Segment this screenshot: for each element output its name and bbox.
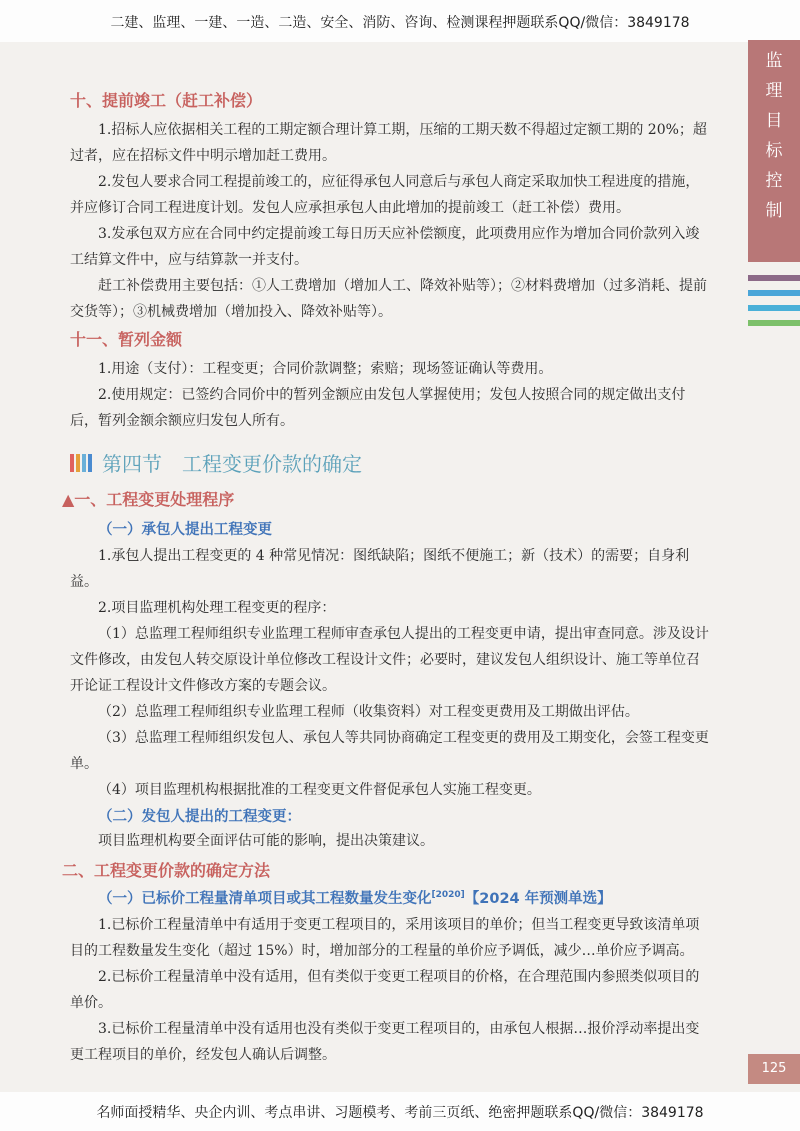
bottom-banner	[0, 1092, 800, 1131]
paragraph: 2.使用规定：已签约合同价中的暂列金额应由发包人掌握使用；发包人按照合同的规定做出支付后，暂列金额余额应归发包人所有。	[70, 387, 686, 429]
paragraph: 项目监理机构要全面评估可能的影响，提出决策建议。	[98, 833, 434, 849]
subsection-title: （一）已标价工程量清单项目或其工程数量发生变化	[98, 891, 432, 907]
chapter-bars-icon	[70, 454, 92, 472]
paragraph: 3.已标价工程量清单中没有适用也没有类似于变更工程项目的，由承包人根据…报价浮动率提出变更工程项目的单价，经发包人确认后调整。	[70, 1021, 700, 1063]
side-stripe	[748, 290, 800, 296]
paragraph: （1）总监理工程师组织专业监理工程师审查承包人提出的工程变更申请，提出审查同意。涉及设计文件修改，由发包人转交原设计单位修改工程设计文件；必要时，建议发包人组织设计、施工等单位召开论证工程设计文件修改方案的专题会议。	[70, 626, 709, 694]
paragraph: 1.已标价工程量清单中有适用于变更工程项目的，采用该项目的单价；但当工程变更导致该清单项目的工程数量发生变化（超过 15%）时，增加部分的工程量的单价应予调低，减少…单价应予调高。	[70, 917, 700, 959]
side-tab-char: 目	[765, 111, 783, 131]
subsection-heading: （一）承包人提出工程变更	[98, 522, 272, 538]
paragraph: 1.用途（支付）：工程变更；合同价款调整；索赔；现场签证确认等费用。	[98, 361, 553, 377]
paragraph: 2.发包人要求合同工程提前竣工的，应征得承包人同意后与承包人商定采取加快工程进度的措施，并应修订合同工程进度计划。发包人应承担承包人由此增加的提前竣工（赶工补偿）费用。	[70, 174, 700, 216]
paragraph: （2）总监理工程师组织专业监理工程师（收集资料）对工程变更费用及工期做出评估。	[98, 704, 639, 720]
page-content	[62, 88, 710, 1068]
section-heading: 十一、暂列金额	[70, 330, 183, 349]
paragraph: 1.招标人应依据相关工程的工期定额合理计算工期，压缩的工期天数不得超过定额工期的 20%；超过者，应在招标文件中明示增加赶工费用。	[70, 122, 707, 164]
section-heading: 二、工程变更价款的确定方法	[62, 861, 271, 880]
paragraph: 3.发承包双方应在合同中约定提前竣工每日历天应补偿额度，此项费用应作为增加合同价款列入竣工结算文件中，应与结算款一并支付。	[70, 226, 700, 268]
side-stripe	[748, 320, 800, 326]
side-tab-char: 理	[765, 81, 783, 101]
side-tab-char: 监	[765, 51, 783, 71]
paragraph: （3）总监理工程师组织发包人、承包人等共同协商确定工程变更的费用及工期变化，会签工程变更单。	[70, 730, 709, 772]
section-heading: ▲一、工程变更处理程序	[62, 490, 235, 509]
subsection-heading	[98, 887, 710, 908]
paragraph: 1.承包人提出工程变更的 4 种常见情况：图纸缺陷；图纸不便施工；新（技术）的需要；自身利益。	[70, 548, 690, 590]
top-banner	[0, 0, 800, 42]
side-tab-char: 制	[765, 201, 783, 221]
paragraph: 赶工补偿费用主要包括：①人工费增加（增加人工、降效补贴等）；②材料费增加（过多消耗、提前交货等）；③机械费增加（增加投入、降效补贴等）。	[70, 278, 707, 320]
section-heading: 十、提前竣工（赶工补偿）	[70, 91, 263, 110]
side-tab-char: 标	[765, 141, 783, 161]
top-banner-text: 二建、监理、一建、一造、二造、安全、消防、咨询、检测课程押题联系QQ/微信：3849178	[110, 15, 690, 31]
chapter-heading	[70, 448, 710, 477]
side-stripe	[748, 275, 800, 281]
paragraph: 2.项目监理机构处理工程变更的程序：	[98, 600, 336, 616]
bottom-banner-text: 名师面授精华、央企内训、考点串讲、习题模考、考前三页纸、绝密押题联系QQ/微信：3849178	[96, 1105, 704, 1121]
side-tab-char: 控	[765, 171, 783, 191]
paragraph: （4）项目监理机构根据批准的工程变更文件督促承包人实施工程变更。	[98, 782, 541, 798]
prediction-tag: 【2024 年预测单选】	[464, 891, 612, 907]
page-number: 125	[748, 1054, 800, 1084]
paragraph: 2.已标价工程量清单中没有适用，但有类似于变更工程项目的价格，在合理范围内参照类似项目的单价。	[70, 969, 700, 1011]
subsection-heading: （二）发包人提出的工程变更：	[98, 809, 301, 825]
year-superscript: [2020]	[431, 890, 465, 901]
side-tab	[748, 40, 800, 262]
chapter-title: 第四节 工程变更价款的确定	[102, 452, 362, 476]
side-stripe	[748, 305, 800, 311]
